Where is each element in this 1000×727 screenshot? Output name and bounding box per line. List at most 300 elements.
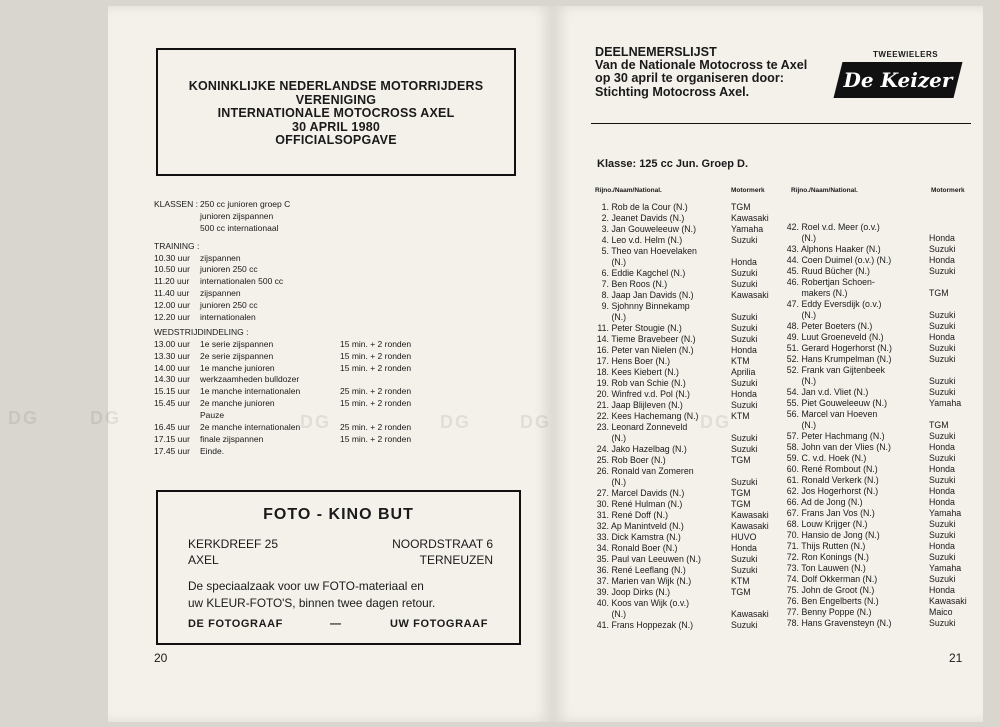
header-line: 30 APRIL 1980	[291, 119, 381, 134]
rider-name: Rob Boer (N.)	[611, 455, 666, 465]
klassen-label: KLASSEN :	[154, 199, 198, 209]
participant-entry	[593, 477, 779, 488]
rider-brand: Honda	[731, 257, 757, 267]
rider-name: Ron Konings (N.)	[801, 552, 869, 562]
training-event: zijspannen	[200, 288, 241, 299]
rider-brand: Yamaha	[929, 398, 962, 408]
participant-entry	[593, 433, 779, 444]
rider-number: 2.	[601, 213, 609, 223]
training-time: 12.00 uur	[154, 300, 190, 311]
rider-name: Hansio de Jong (N.)	[801, 530, 880, 540]
page-number-left: 20	[154, 651, 168, 665]
race-event: Pauze	[200, 410, 225, 421]
rider-brand: Suzuki	[929, 618, 956, 628]
ad-description: De speciaalzaak voor uw FOTO-materiaal en uw KLEUR-FOTO'S, binnen twee dagen retour.	[188, 579, 436, 610]
rider-brand: KTM	[731, 356, 750, 366]
rider-name: René Leeflang (N.)	[611, 565, 686, 575]
rider-number: 60.	[786, 464, 799, 474]
page-number-right: 21	[949, 651, 963, 665]
participant-entry	[593, 334, 779, 345]
col-header-name-1: Rijno./Naam/National.	[595, 187, 662, 194]
participant-entry	[593, 444, 779, 455]
rider-number: 74.	[786, 574, 799, 584]
participant-entry	[593, 488, 779, 499]
rider-brand: Suzuki	[731, 279, 758, 289]
participant-entry	[783, 255, 979, 266]
participant-entry	[593, 532, 779, 543]
rider-brand: Honda	[929, 233, 955, 243]
rider-number: 44.	[786, 255, 799, 265]
participant-entry	[783, 585, 979, 596]
rider-number: 37.	[596, 576, 609, 586]
rider-number: 32.	[596, 521, 609, 531]
participant-entry	[593, 510, 779, 521]
training-time: 11.20 uur	[154, 276, 190, 287]
rider-name: (N.)	[611, 257, 627, 267]
rider-brand: Suzuki	[731, 620, 758, 630]
rider-number: 14.	[596, 334, 609, 344]
rider-number: 6.	[601, 268, 609, 278]
rider-name: Kees Kiebert (N.)	[611, 367, 679, 377]
rider-number: 46.	[786, 277, 799, 287]
rider-name: Ton Lauwen (N.)	[801, 563, 866, 573]
participant-entry	[593, 499, 779, 510]
rider-brand: TGM	[731, 587, 751, 597]
participant-entry	[593, 620, 779, 631]
rider-name: Koos van Wijk (o.v.)	[611, 598, 690, 608]
participants-column-2	[783, 222, 979, 629]
rider-brand: Yamaha	[731, 224, 764, 234]
header-line: INTERNATIONALE MOTOCROSS AXEL	[217, 106, 455, 120]
race-duration: 15 min. + 2 ronden	[340, 362, 412, 373]
rider-number: 34.	[596, 543, 609, 553]
rider-brand: Honda	[929, 585, 955, 595]
title-divider	[591, 123, 971, 124]
rider-number: 39.	[596, 587, 609, 597]
participant-entry	[593, 466, 779, 477]
participant-entry	[593, 422, 779, 433]
participant-entry	[783, 332, 979, 343]
rider-number: 11.	[597, 323, 609, 333]
rider-name: Coen Duimel (o.v.) (N.)	[801, 255, 892, 265]
rider-name: Rob van Schie (N.)	[611, 378, 686, 388]
rider-name: Peter Boeters (N.)	[801, 321, 873, 331]
rider-name: Marien van Wijk (N.)	[611, 576, 692, 586]
rider-brand: Suzuki	[731, 444, 758, 454]
rider-number: 22.	[596, 411, 609, 421]
ad-tag-right: UW FOTOGRAAF	[390, 618, 489, 630]
participant-entry	[783, 266, 979, 277]
participant-entry	[783, 222, 979, 233]
rider-brand: Yamaha	[929, 508, 962, 518]
rider-name: Louw Krijger (N.)	[801, 519, 868, 529]
rider-name: Hans Gravensteyn (N.)	[801, 618, 892, 628]
participant-entry	[783, 464, 979, 475]
rider-number: 62.	[786, 486, 799, 496]
rider-name: Rob de la Cour (N.)	[611, 202, 688, 212]
participant-entry	[593, 389, 779, 400]
rider-brand: Kawasaki	[731, 521, 769, 531]
rider-name: Thijs Rutten (N.)	[801, 541, 866, 551]
training-time: 10.50 uur	[154, 264, 190, 275]
race-event: 1e manche internationalen	[200, 386, 301, 397]
rider-brand: Suzuki	[929, 519, 956, 529]
rider-brand: Kawasaki	[731, 290, 769, 300]
rider-name: Ronald Verkerk (N.)	[801, 475, 879, 485]
participant-entry	[593, 598, 779, 609]
participant-entry	[783, 618, 979, 629]
foto-kino-ad	[156, 490, 521, 645]
rider-brand: Suzuki	[731, 433, 758, 443]
participant-entry	[593, 323, 779, 334]
rider-name: Eddie Kagchel (N.)	[611, 268, 686, 278]
participant-entry	[593, 235, 779, 246]
participant-entry	[593, 554, 779, 565]
rider-name: Robertjan Schoen-	[801, 277, 875, 287]
rider-number: 68.	[786, 519, 799, 529]
klasse-heading: Klasse: 125 cc Jun. Groep D.	[597, 158, 749, 170]
rider-brand: KTM	[731, 411, 750, 421]
rider-number: 3.	[601, 224, 609, 234]
participant-entry	[593, 455, 779, 466]
participant-entry	[593, 312, 779, 323]
rider-brand: TGM	[731, 488, 751, 498]
training-event: internationalen 500 cc	[200, 276, 284, 287]
rider-number: 31.	[596, 510, 609, 520]
participant-entry	[783, 376, 979, 387]
rider-name: Jeanet Davids (N.)	[611, 213, 685, 223]
rider-name: Dick Kamstra (N.)	[611, 532, 681, 542]
wedstrijd-label: WEDSTRIJDINDELING :	[154, 326, 249, 337]
participant-entry	[593, 290, 779, 301]
rider-name: Ruud Bücher (N.)	[801, 266, 870, 276]
participant-entry	[783, 519, 979, 530]
rider-name: Ben Engelberts (N.)	[801, 596, 879, 606]
rider-number: 45.	[786, 266, 799, 276]
participant-entry	[593, 268, 779, 279]
participant-entry	[783, 277, 979, 288]
participant-entry	[783, 475, 979, 486]
col-header-brand-1: Motormerk	[731, 187, 765, 194]
race-time: 14.00 uur	[154, 362, 190, 373]
right-page	[553, 6, 983, 722]
participant-entry	[783, 552, 979, 563]
participant-entry	[783, 486, 979, 497]
rider-brand: Suzuki	[929, 431, 956, 441]
race-duration: 15 min. + 2 ronden	[340, 433, 412, 444]
participant-entry	[783, 321, 979, 332]
participant-entry	[593, 411, 779, 422]
race-duration: 25 min. + 2 ronden	[340, 422, 412, 433]
participants-column-1	[593, 202, 779, 631]
participant-entry	[783, 398, 979, 409]
rider-name: Hans Krumpelman (N.)	[801, 354, 892, 364]
participant-entry	[783, 541, 979, 552]
rider-name: Frank van Gijtenbeek	[801, 365, 886, 375]
rider-number: 27.	[596, 488, 609, 498]
rider-brand: Honda	[929, 464, 955, 474]
rider-name: C. v.d. Hoek (N.)	[801, 453, 867, 463]
watermark: DG	[440, 412, 471, 432]
rider-name: Joop Dirks (N.)	[611, 587, 671, 597]
participant-entry	[783, 365, 979, 376]
race-time: 15.15 uur	[154, 386, 190, 397]
rider-brand: Suzuki	[929, 475, 956, 485]
rider-name: Gerard Hogerhorst (N.)	[801, 343, 892, 353]
participant-entry	[783, 354, 979, 365]
rider-name: René Doff (N.)	[611, 510, 669, 520]
participant-entry	[783, 453, 979, 464]
rider-number: 55.	[786, 398, 799, 408]
rider-number: 24.	[596, 444, 609, 454]
ad-title: FOTO - KINO BUT	[263, 506, 414, 523]
race-event: 2e manche junioren	[200, 398, 275, 409]
rider-number: 54.	[786, 387, 799, 397]
participant-entry	[783, 409, 979, 420]
rider-brand: Yamaha	[929, 563, 962, 573]
rider-name: Piet Gouweleeuw (N.)	[801, 398, 888, 408]
participant-entry	[593, 356, 779, 367]
race-event: 1e serie zijspannen	[200, 338, 274, 349]
race-duration: 15 min. + 2 ronden	[340, 398, 412, 409]
rider-brand: TGM	[929, 420, 949, 430]
race-duration: 15 min. + 2 ronden	[340, 350, 412, 361]
rider-name: Kees Hachemang (N.)	[611, 411, 699, 421]
rider-brand: TGM	[731, 202, 751, 212]
rider-number: 42.	[786, 222, 799, 232]
rider-name: makers (N.)	[801, 288, 848, 298]
rider-number: 52.	[786, 354, 799, 364]
rider-number: 76.	[786, 596, 799, 606]
participant-entry	[783, 233, 979, 244]
rider-name: Tieme Bravebeer (N.)	[611, 334, 696, 344]
rider-number: 20.	[596, 389, 609, 399]
rider-number: 35.	[596, 554, 609, 564]
participant-entry	[593, 367, 779, 378]
rider-name: Luut Groeneveld (N.)	[801, 332, 884, 342]
logo-subtitle: TWEEWIELERS	[873, 50, 939, 59]
rider-brand: Kawasaki	[731, 213, 769, 223]
participant-entry	[783, 607, 979, 618]
rider-number: 52.	[786, 365, 799, 375]
rider-number: 72.	[786, 552, 799, 562]
rider-number: 25.	[596, 455, 609, 465]
rider-brand: Suzuki	[731, 378, 758, 388]
race-time: 17.45 uur	[154, 445, 190, 456]
rider-name: Hens Boer (N.)	[611, 356, 671, 366]
rider-name: (N.)	[801, 376, 817, 386]
rider-brand: Suzuki	[929, 266, 956, 276]
rider-brand: Suzuki	[929, 354, 956, 364]
col-header-brand-2: Motormerk	[931, 187, 965, 194]
race-time: 13.00 uur	[154, 338, 190, 349]
rider-name: (N.)	[611, 477, 627, 487]
rider-name: Eddy Eversdijk (o.v.)	[801, 299, 882, 309]
header-line: KONINKLIJKE NEDERLANDSE MOTORRIJDERS	[188, 79, 484, 93]
participant-entry	[593, 246, 779, 257]
rider-brand: TGM	[731, 499, 751, 509]
rider-number: 41.	[596, 620, 609, 630]
rider-brand: Suzuki	[929, 387, 956, 397]
rider-number: 33.	[596, 532, 609, 542]
rider-number: 16.	[596, 345, 609, 355]
rider-brand: Suzuki	[929, 552, 956, 562]
participant-entry	[593, 279, 779, 290]
left-page	[108, 6, 553, 722]
training-time: 10.30 uur	[154, 252, 190, 263]
race-time: 13.30 uur	[154, 350, 190, 361]
rider-number: 1.	[601, 202, 609, 212]
rider-number: 49.	[786, 332, 799, 342]
rider-number: 19.	[596, 378, 609, 388]
rider-number: 78.	[786, 618, 799, 628]
rider-brand: Suzuki	[929, 453, 956, 463]
rider-number: 73.	[786, 563, 799, 573]
rider-number: 48.	[786, 321, 799, 331]
rider-number: 5.	[601, 246, 609, 256]
training-event: junioren 250 cc	[200, 264, 258, 275]
rider-brand: KTM	[731, 576, 750, 586]
race-time: 17.15 uur	[154, 433, 190, 444]
rider-brand: Honda	[731, 389, 757, 399]
rider-name: Ap Manintveld (N.)	[610, 521, 684, 531]
rider-brand: Suzuki	[929, 343, 956, 353]
rider-brand: Honda	[929, 255, 955, 265]
rider-brand: Suzuki	[731, 400, 758, 410]
rider-brand: Honda	[929, 486, 955, 496]
rider-number: 75.	[786, 585, 799, 595]
rider-brand: Suzuki	[731, 323, 758, 333]
training-label: TRAINING :	[154, 240, 200, 251]
rider-name: Winfred v.d. Pol (N.)	[611, 389, 690, 399]
rider-brand: Kawasaki	[731, 609, 769, 619]
rider-brand: Honda	[731, 345, 757, 355]
participant-entry	[783, 596, 979, 607]
klassen-item: 250 cc junioren groep C	[200, 199, 291, 209]
ad-address-left: KERKDREEF 25 AXEL	[188, 537, 279, 567]
rider-name: Marcel Davids (N.)	[611, 488, 685, 498]
race-event: finale zijspannen	[200, 433, 264, 444]
rider-number: 58.	[786, 442, 799, 452]
ad-tag-dash: —	[330, 618, 342, 630]
participant-entry	[783, 574, 979, 585]
rider-name: Alphons Haaker (N.)	[800, 244, 881, 254]
rider-brand: HUVO	[731, 532, 757, 542]
race-time: 16.45 uur	[154, 422, 190, 433]
rider-name: (N.)	[801, 310, 817, 320]
race-time: 14.30 uur	[154, 374, 190, 385]
rider-number: 26.	[596, 466, 609, 476]
participant-entry	[783, 442, 979, 453]
training-event: internationalen	[200, 312, 256, 323]
rider-number: 21.	[596, 400, 609, 410]
rider-name: Peter Hachmang (N.)	[801, 431, 885, 441]
rider-name: Theo van Hoevelaken	[611, 246, 697, 256]
race-event: 2e serie zijspannen	[200, 350, 274, 361]
rider-brand: Honda	[929, 497, 955, 507]
rider-name: Peter van Nielen (N.)	[611, 345, 694, 355]
rider-name: Roel v.d. Meer (o.v.)	[801, 222, 880, 232]
rider-name: Jan Gouweleeuw (N.)	[611, 224, 697, 234]
rider-name: John de Groot (N.)	[801, 585, 875, 595]
participant-entry	[783, 343, 979, 354]
rider-number: 57.	[786, 431, 799, 441]
klassen-item: junioren zijspannen	[200, 210, 274, 221]
rider-number: 23.	[596, 422, 609, 432]
rider-name: Jaap Jan Davids (N.)	[611, 290, 694, 300]
participant-entry	[593, 213, 779, 224]
rider-brand: Suzuki	[929, 376, 956, 386]
rider-number: 67.	[786, 508, 799, 518]
training-event: zijspannen	[200, 252, 241, 263]
rider-brand: Maico	[929, 607, 953, 617]
rider-name: Peter Stougie (N.)	[611, 323, 682, 333]
participant-entry	[593, 587, 779, 598]
participant-entry	[783, 387, 979, 398]
rider-number: 47.	[786, 299, 799, 309]
ad-address-right: NOORDSTRAAT 6 TERNEUZEN	[392, 537, 493, 567]
rider-brand: Suzuki	[929, 574, 956, 584]
rider-number: 51.	[786, 343, 799, 353]
rider-brand: Suzuki	[731, 477, 758, 487]
rider-name: Ad de Jong (N.)	[800, 497, 863, 507]
rider-brand: Aprilia	[731, 367, 756, 377]
participant-entry	[593, 345, 779, 356]
race-event: 1e manche junioren	[200, 362, 275, 373]
rider-name: René Hulman (N.)	[611, 499, 683, 509]
rider-number: 36.	[596, 565, 609, 575]
rider-brand: TGM	[929, 288, 949, 298]
rider-number: 4.	[601, 235, 609, 245]
participant-entry	[783, 420, 979, 431]
participant-entry	[593, 565, 779, 576]
rider-number: 70.	[786, 530, 799, 540]
rider-name: Jos Hogerhorst (N.)	[801, 486, 879, 496]
rider-number: 18.	[596, 367, 609, 377]
participant-entry	[783, 431, 979, 442]
rider-number: 56.	[786, 409, 799, 419]
participant-entry	[783, 299, 979, 310]
participant-entry	[783, 508, 979, 519]
rider-brand: Suzuki	[731, 268, 758, 278]
rider-number: 66.	[786, 497, 799, 507]
klassen-item: 500 cc internationaal	[200, 222, 279, 233]
rider-name: Paul van Leeuwen (N.)	[611, 554, 701, 564]
participant-entry	[593, 224, 779, 235]
rider-number: 40.	[596, 598, 609, 608]
rider-name: Jako Hazelbag (N.)	[611, 444, 687, 454]
rider-brand: Suzuki	[731, 312, 758, 322]
rider-name: (N.)	[801, 233, 817, 243]
official-header-box	[156, 48, 516, 176]
participants-title: DEELNEMERSLIJST Van de Nationale Motocross te Axel op 30 april te organiseren door: Stichting Motocross Axel.	[595, 45, 808, 99]
training-time: 12.20 uur	[154, 312, 190, 323]
rider-number: 30.	[596, 499, 609, 509]
race-duration: 25 min. + 2 ronden	[340, 386, 412, 397]
rider-brand: Kawasaki	[929, 596, 967, 606]
rider-name: Ben Roos (N.)	[611, 279, 668, 289]
training-event: junioren 250 cc	[200, 300, 258, 311]
participant-entry	[593, 301, 779, 312]
rider-name: (N.)	[611, 609, 627, 619]
rider-name: Jan v.d. Vliet (N.)	[801, 387, 869, 397]
rider-name: (N.)	[611, 433, 627, 443]
rider-number: 8.	[601, 290, 609, 300]
rider-name: René Rombout (N.)	[801, 464, 878, 474]
participant-entry	[783, 563, 979, 574]
rider-name: Leonard Zonneveld	[611, 422, 688, 432]
watermark: DG	[300, 412, 331, 432]
